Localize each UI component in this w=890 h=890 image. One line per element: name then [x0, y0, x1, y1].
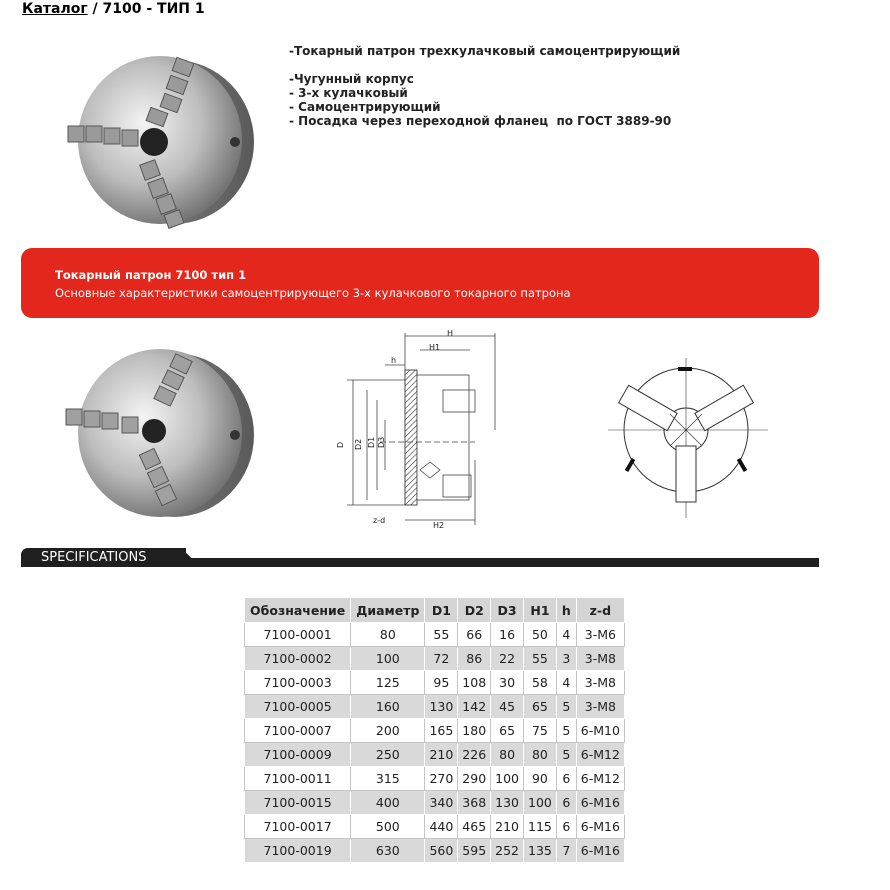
table-cell: 7100-0009 — [245, 743, 351, 767]
table-cell: 130 — [425, 695, 458, 719]
column-header: z-d — [576, 598, 624, 623]
label-D3: D3 — [377, 436, 386, 448]
column-header: D2 — [458, 598, 491, 623]
table-body — [245, 623, 625, 863]
table-cell: 6-M16 — [576, 839, 624, 863]
table-cell: 6 — [556, 767, 576, 791]
table-cell: 22 — [491, 647, 524, 671]
table-cell: 3-M6 — [576, 623, 624, 647]
feature-item: - 3-х кулачковый — [289, 86, 408, 100]
banner-title: Токарный патрон 7100 тип 1 — [55, 268, 247, 282]
table-row — [245, 647, 625, 671]
table-cell: 3-M8 — [576, 695, 624, 719]
table-cell: 270 — [425, 767, 458, 791]
table-cell: 7 — [556, 839, 576, 863]
table-cell: 3 — [556, 647, 576, 671]
table-cell: 6-M10 — [576, 719, 624, 743]
label-h: h — [391, 356, 397, 365]
table-cell: 86 — [458, 647, 491, 671]
table-cell: 630 — [351, 839, 425, 863]
table-cell: 72 — [425, 647, 458, 671]
label-H2: H2 — [433, 521, 445, 530]
table-cell: 75 — [524, 719, 557, 743]
table-row — [245, 743, 625, 767]
table-cell: 58 — [524, 671, 557, 695]
product-banner — [21, 248, 819, 318]
table-cell: 252 — [491, 839, 524, 863]
table-cell: 226 — [458, 743, 491, 767]
label-D2: D2 — [354, 438, 363, 450]
breadcrumb — [22, 0, 205, 18]
table-cell: 3-M8 — [576, 671, 624, 695]
table-cell: 100 — [491, 767, 524, 791]
table-cell: 500 — [351, 815, 425, 839]
table-cell: 108 — [458, 671, 491, 695]
table-cell: 7100-0011 — [245, 767, 351, 791]
table-row — [245, 815, 625, 839]
table-cell: 4 — [556, 671, 576, 695]
table-cell: 210 — [425, 743, 458, 767]
table-cell: 7100-0005 — [245, 695, 351, 719]
table-cell: 368 — [458, 791, 491, 815]
label-D1: D1 — [367, 436, 376, 448]
table-cell: 65 — [491, 719, 524, 743]
label-H1: H1 — [429, 343, 441, 352]
table-cell: 80 — [524, 743, 557, 767]
table-cell: 125 — [351, 671, 425, 695]
table-cell: 142 — [458, 695, 491, 719]
table-cell: 340 — [425, 791, 458, 815]
table-cell: 210 — [491, 815, 524, 839]
table-cell: 80 — [491, 743, 524, 767]
table-row — [245, 719, 625, 743]
table-cell: 165 — [425, 719, 458, 743]
table-cell: 80 — [351, 623, 425, 647]
table-cell: 560 — [425, 839, 458, 863]
table-cell: 6 — [556, 815, 576, 839]
table-cell: 7100-0001 — [245, 623, 351, 647]
table-cell: 55 — [524, 647, 557, 671]
table-row — [245, 839, 625, 863]
specifications-title: SPECIFICATIONS — [41, 550, 147, 565]
table-cell: 7100-0002 — [245, 647, 351, 671]
chuck-photo-top — [62, 50, 262, 230]
table-cell: 3-M8 — [576, 647, 624, 671]
table-cell: 4 — [556, 623, 576, 647]
table-cell: 65 — [524, 695, 557, 719]
column-header: D1 — [425, 598, 458, 623]
product-description — [289, 44, 680, 128]
table-cell: 6-M12 — [576, 767, 624, 791]
table-cell: 115 — [524, 815, 557, 839]
table-cell: 7100-0003 — [245, 671, 351, 695]
column-header: Обозначение — [245, 598, 351, 623]
feature-item: -Чугунный корпус — [289, 72, 414, 86]
label-D: D — [336, 441, 345, 448]
table-cell: 7100-0007 — [245, 719, 351, 743]
table-row — [245, 791, 625, 815]
table-cell: 440 — [425, 815, 458, 839]
table-cell: 6-M12 — [576, 743, 624, 767]
column-header: H1 — [524, 598, 557, 623]
table-row — [245, 767, 625, 791]
front-view-drawing — [608, 358, 768, 522]
table-cell: 100 — [524, 791, 557, 815]
banner-subtitle: Основные характеристики самоцентрирующего 3-х кулачкового токарного патрона — [55, 286, 571, 300]
table-cell: 400 — [351, 791, 425, 815]
table-cell: 45 — [491, 695, 524, 719]
table-cell: 200 — [351, 719, 425, 743]
table-cell: 595 — [458, 839, 491, 863]
table-cell: 180 — [458, 719, 491, 743]
table-cell: 95 — [425, 671, 458, 695]
table-row — [245, 695, 625, 719]
column-header: h — [556, 598, 576, 623]
breadcrumb-separator: / — [87, 1, 103, 17]
table-cell: 6 — [556, 791, 576, 815]
table-cell: 55 — [425, 623, 458, 647]
table-cell: 315 — [351, 767, 425, 791]
table-row — [245, 623, 625, 647]
table-cell: 50 — [524, 623, 557, 647]
table-cell: 5 — [556, 719, 576, 743]
feature-item: - Самоцентрирующий — [289, 100, 441, 114]
column-header: D3 — [491, 598, 524, 623]
table-cell: 465 — [458, 815, 491, 839]
table-cell: 30 — [491, 671, 524, 695]
table-cell: 7100-0015 — [245, 791, 351, 815]
specifications-table — [244, 597, 625, 863]
description-headline: -Токарный патрон трехкулачковый самоцентрирующий — [289, 44, 681, 58]
table-cell: 250 — [351, 743, 425, 767]
column-header: Диаметр — [351, 598, 425, 623]
table-row — [245, 671, 625, 695]
table-cell: 100 — [351, 647, 425, 671]
side-section-drawing — [325, 330, 525, 544]
table-cell: 160 — [351, 695, 425, 719]
table-cell: 5 — [556, 695, 576, 719]
table-cell: 135 — [524, 839, 557, 863]
label-zd: z-d — [373, 516, 386, 525]
label-H: H — [447, 330, 454, 338]
feature-item: - Посадка через переходной фланец по ГОСТ 3889-90 — [289, 114, 672, 128]
table-cell: 290 — [458, 767, 491, 791]
table-cell: 130 — [491, 791, 524, 815]
table-cell: 6-M16 — [576, 791, 624, 815]
table-header-row — [245, 598, 625, 623]
table-cell: 5 — [556, 743, 576, 767]
breadcrumb-catalog-link[interactable]: Каталог — [22, 1, 88, 17]
table-cell: 16 — [491, 623, 524, 647]
table-cell: 66 — [458, 623, 491, 647]
specifications-header — [21, 548, 819, 567]
table-cell: 90 — [524, 767, 557, 791]
chuck-photo-bottom — [62, 345, 262, 525]
table-cell: 6-M16 — [576, 815, 624, 839]
table-cell: 7100-0019 — [245, 839, 351, 863]
breadcrumb-current: 7100 - ТИП 1 — [102, 1, 205, 17]
table-cell: 7100-0017 — [245, 815, 351, 839]
